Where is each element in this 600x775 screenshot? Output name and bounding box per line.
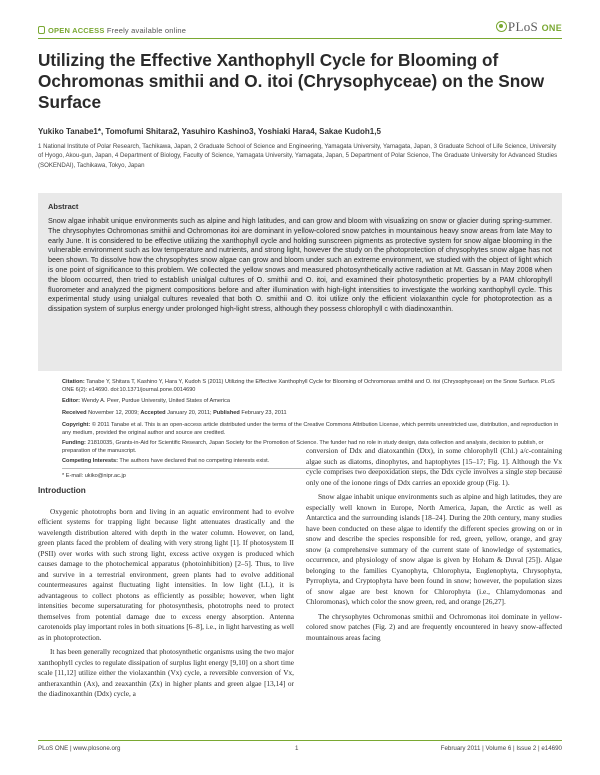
journal-header xyxy=(0,0,600,40)
author-list: Yukiko Tanabe1*, Tomofumi Shitara2, Yasuhiro Kashino3, Yoshiaki Hara4, Sakae Kudoh1,5 xyxy=(38,127,381,136)
body-column-left xyxy=(38,486,294,704)
page-number: 1 xyxy=(295,745,299,752)
paragraph: Snow algae inhabit unique environments such as alpine and high latitudes, they are especially well known in Europe, North America, Japan, the Arctic as well as Antarctica and the surrounding islands [18–24]. During the 20th century, many studies have been conducted on these algae to identify the different species growing on or in snow and describe the species responsible for red, green, yellow, orange, and gray snow (a comprehensive summary of the current state of knowledge of systematics, occurrence, and physiology of snow algae is given by Hoham & Duval [25]). Algae belonging to the families Cyanophyta, Chlorophyta, Euglenophyta, Chrysophyta, Pyrrophyta, and Cryptophyta have been found in snow; however, the population sizes of snow algae are best known for Chlorophyta (i.e., Chlamydomonas and Chloromonas), which color the snow green, red, and orange [26,27]. xyxy=(306,492,562,606)
footer-divider xyxy=(38,740,562,741)
article-title: Utilizing the Effective Xanthophyll Cycle for Blooming of Ochromonas smithii and O. itoi (Chrysophyceae) on the Snow Surface xyxy=(38,50,545,112)
citation-line: Citation: Tanabe Y, Shitara T, Kashino Y, Hara Y, Kudoh S (2011) Utilizing the Effective Xanthophyll Cycle for Blooming of Ochromonas smithii and O. itoi (Chrysophyceae) on the Snow Surface. PLoS ONE 6(2): e14690. doi:10.1371/journal.pone.0014690 xyxy=(62,379,555,393)
paragraph: conversion of Ddx and diatoxanthin (Dtx), in some chlorophyll (Chl.) a/c-containing algae such as diatoms, dinophytes, and haptophytes [15–17; Fig. 1]. Although the Vx cycle comprises two deepoxidation steps, the Ddx cycle involves a single step because only one of the ionone rings of Ddx carries an epoxide group (Fig. 1). xyxy=(306,446,562,487)
footer-journal[interactable]: PLoS ONE | www.plosone.org xyxy=(38,745,121,752)
paragraph: It has been generally recognized that photosynthetic organisms using the two major xanthophyll cycles to regulate dissipation of surplus light energy [9,10] on a short time scale [11,12] utilize either the violaxanthin (Vx) cycle, a reversible conversion of Vx, antheraxanthin (Ax), and zeaxanthin (Zx) in higher plants and green algae [13,14] or the diadinoxanthin (Ddx) cycle, a xyxy=(38,647,294,698)
journal-logo: PLoS ONE xyxy=(496,19,562,35)
section-heading-introduction: Introduction xyxy=(38,486,86,495)
free-online-text: Freely available online xyxy=(106,26,187,35)
editor-line: Editor: Wendy A. Peer, Purdue University, United States of America xyxy=(62,398,231,404)
body-column-right xyxy=(306,446,562,647)
abstract-box xyxy=(38,193,562,371)
affiliations: 1 National Institute of Polar Research, Tachikawa, Japan, 2 Graduate School of Science and Engineering, Yamagata University, Yamagata, Japan, 3 Graduate School of Life Science, University of Hyogo, Akou-gun, Japan, 4 Department of Biology, Faculty of Science, Yamagata University, Yamagata, Japan, 5 Department of Polar Science, The Graduate University for Advanced Studies (SOKENDAI), Tachikawa, Tokyo, Japan xyxy=(38,143,558,169)
footer-issue: February 2011 | Volume 6 | Issue 2 | e14690 xyxy=(440,745,562,752)
copyright-line: Copyright: © 2011 Tanabe et al. This is an open-access article distributed under the terms of the Creative Commons Attribution License, which permits unrestricted use, distribution, and reproduction in any medium, provided the original author and source are credited. xyxy=(62,422,559,436)
dates-line: Received November 12, 2009; Accepted January 20, 2011; Published February 23, 2011 xyxy=(62,410,287,416)
paragraph: Oxygenic phototrophs born and living in an aquatic environment had to evolve efficient systems for trapping light because light attenuates drastically and the wavelength distribution altered with depth in the water column. However, on land, green plants faced the problem of dealing with very strong light [1]. If photosystem II (PSII) over works with such strong light, excess active oxygen is produced which causes damage to the photochemical apparatus (photoinhibition) [2–5]. Thus, to live and survive in a terrestrial environment, green plants had to evolve additional countermeasures against fluctuating light intensities. In low light (LL), it is advantageous to collect photons as efficiently as possible; however, when light intensities become supersaturating for photosynthesis, phototrophs need to protect themselves from potential damage due to excess energy absorption. Antenna carotenoids play important roles in both situations [6–8], i.e., in light harvesting as well as in photoprotection. xyxy=(38,506,294,642)
email-line[interactable]: * E-mail: ukiko@nipr.ac.jp xyxy=(62,473,126,479)
competing-interests-line: Competing Interests: The authors have declared that no competing interests exist. xyxy=(62,458,270,464)
open-lock-icon xyxy=(38,26,45,34)
funding-line: Funding: 21810035, Grants-in-Aid for Scientific Research, Japan Society for the Promotion of Science. The funder had no role in study design, data collection and analysis, decision to publish, or preparation of the manuscript. xyxy=(62,440,544,454)
abstract-heading: Abstract xyxy=(48,202,79,211)
header-divider xyxy=(38,38,562,39)
paragraph: The chrysophytes Ochromonas smithii and Ochromonas itoi dominate in yellow-colored snow patches (Fig. 2) and are frequently encountered in heavy snow-affected mountainous areas facing xyxy=(306,611,562,642)
abstract-text: Snow algae inhabit unique environments such as alpine and high latitudes, and can grow and bloom with visualizing on snow or glacier during spring-summer. The chrysophytes Ochromonas smithii and Ochromonas itoi are dominant in yellow-colored snow patches in mountainous heavy snow areas from late May to early June. It is considered to be effective utilizing the xanthophyll cycle and holding sunscreen pigments as protective system for snow algae blooming in the vulnerable environment such as low temperature and nutrients, and strong light, however the study on the photoprotection of chrysophytes snow algae has not been shown. To dissolve how the chrysophytes snow algae can grow and bloom under such an extreme environment, we studied with the object of light which is one point of significance to this problem. We collected the yellow snows and measured photosynthetically active radiation at Mt. Gassan in May 2008 when the bloom occurred, then tried to establish unialgal cultures of O. smithii and O. itoi, and examined their photosynthetic properties by a PAM chlorophyll fluorometer and analyzed the pigment compositions before and after illumination with high-light intensities to investigate the working xanthophyll cycle. This experimental study using unialgal cultures revealed that both O. smithii and O. itoi utilize only the efficient violaxanthin cycle for photoprotection as a dissipation system of surplus energy under prolonged high-light stress, although they possess chlorophyll c with diadinoxanthin. xyxy=(48,216,552,314)
plos-logo-icon xyxy=(496,21,507,32)
open-access-badge: OPEN ACCESS Freely available online xyxy=(38,26,186,35)
